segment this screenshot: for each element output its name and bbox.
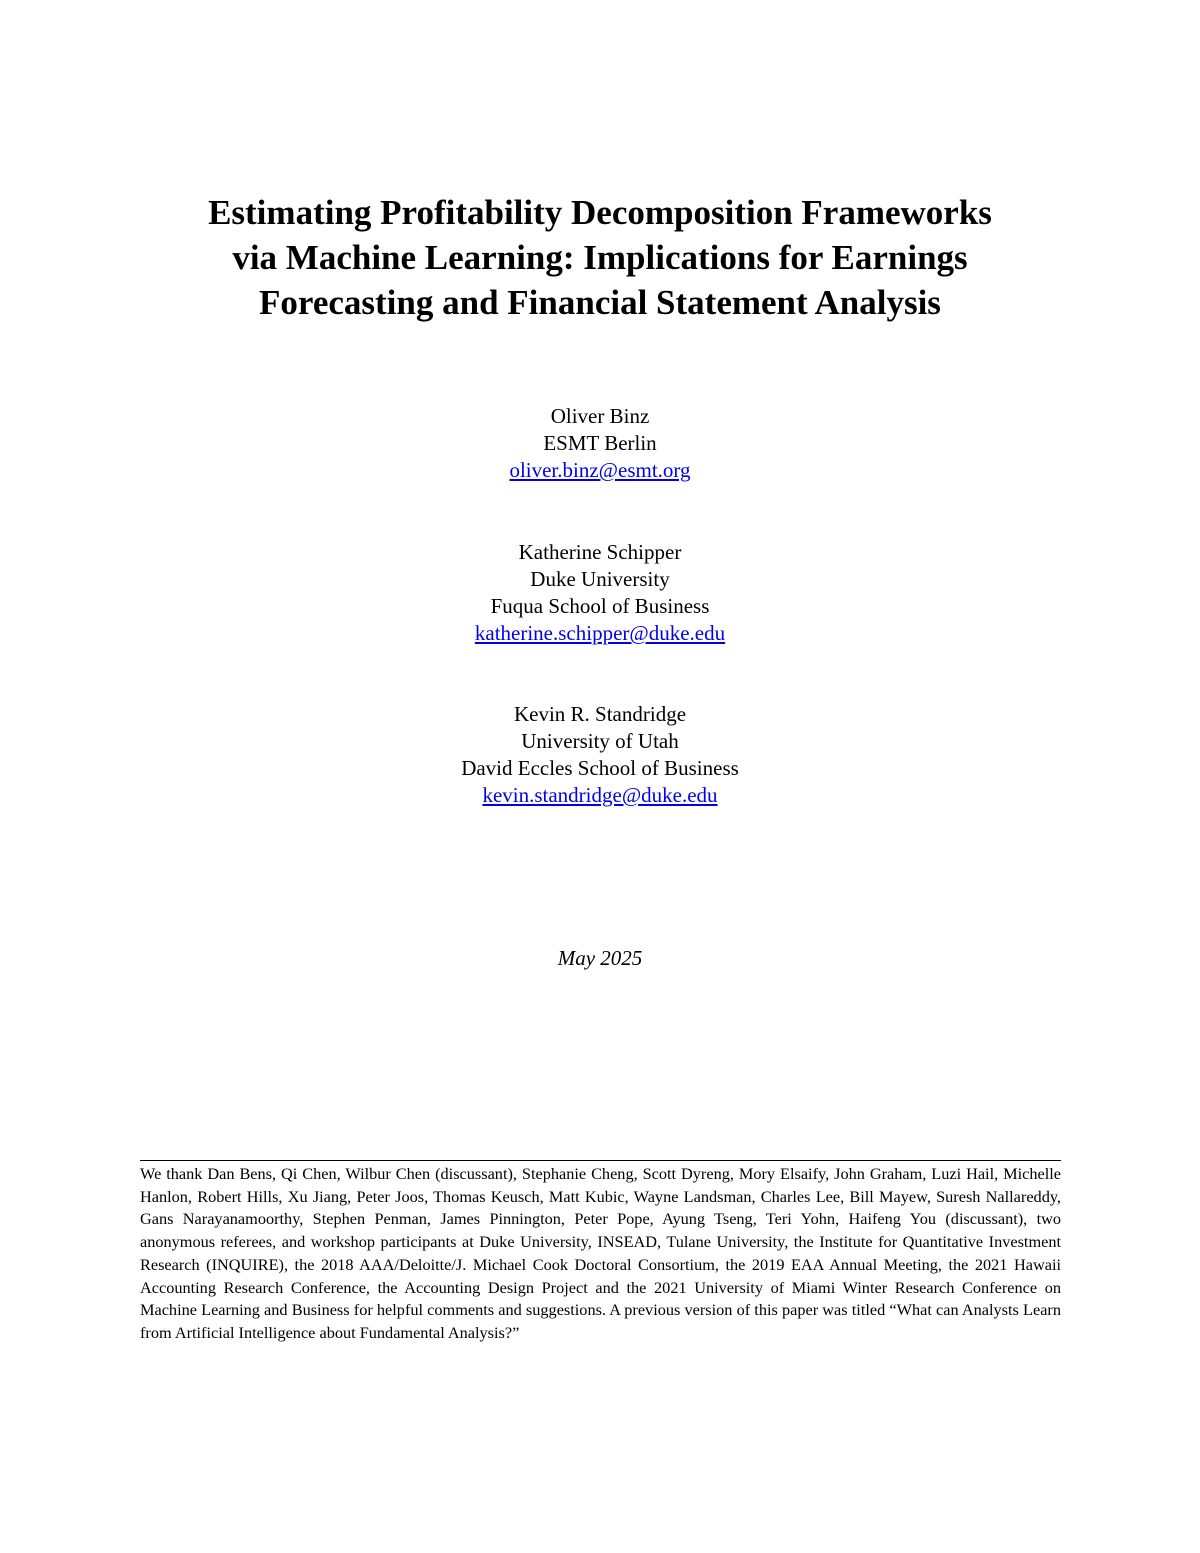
footnote-divider	[140, 1160, 1061, 1161]
author-email-link[interactable]: kevin.standridge@duke.edu	[482, 783, 718, 807]
paper-title-line: Forecasting and Financial Statement Analysis	[259, 283, 941, 322]
author-name: Oliver Binz	[550, 404, 650, 428]
author-affiliation: David Eccles School of Business	[461, 756, 739, 780]
author-name: Kevin R. Standridge	[513, 702, 687, 726]
author-block-standridge	[300, 701, 900, 809]
author-affiliation: University of Utah	[521, 729, 679, 753]
author-affiliation: Duke University	[530, 567, 670, 591]
author-email-link[interactable]: oliver.binz@esmt.org	[509, 458, 691, 482]
author-block-schipper	[300, 539, 900, 647]
author-affiliation: ESMT Berlin	[543, 431, 657, 455]
paper-title-line: via Machine Learning: Implications for Earnings	[232, 238, 968, 277]
acknowledgements-footnote: We thank Dan Bens, Qi Chen, Wilbur Chen (discussant), Stephanie Cheng, Scott Dyreng, Mory Elsaify, John Graham, Luzi Hail, Michelle Hanlon, Robert Hills, Xu Jiang, Peter Joos, Thomas Keusch, Matt Kubic, Wayne Landsman, Charles Lee, Bill Mayew, Suresh Nallareddy, Gans Narayanamoorthy, Stephen Penman, James Pinnington, Peter Pope, Ayung Tseng, Teri Yohn, Haifeng You (discussant), two anonymous referees, and workshop participants at Duke University, INSEAD, Tulane University, the Institute for Quantitative Investment Research (INQUIRE), the 2018 AAA/Deloitte/J. Michael Cook Doctoral Consortium, the 2019 EAA Annual Meeting, the 2021 Hawaii Accounting Research Conference, the Accounting Design Project and the 2021 University of Miami Winter Research Conference on Machine Learning and Business for helpful comments and suggestions. A previous version of this paper was titled “What can Analysts Learn from Artificial Intelligence about Fundamental Analysis?”	[140, 1164, 1061, 1342]
author-affiliation: Fuqua School of Business	[490, 594, 710, 618]
paper-title-line: Estimating Profitability Decomposition Frameworks	[208, 193, 992, 232]
paper-title	[100, 190, 1100, 325]
author-name: Katherine Schipper	[518, 540, 682, 564]
publication-date: May 2025	[557, 946, 643, 970]
author-block-binz	[300, 403, 900, 484]
author-email-link[interactable]: katherine.schipper@duke.edu	[474, 621, 726, 645]
